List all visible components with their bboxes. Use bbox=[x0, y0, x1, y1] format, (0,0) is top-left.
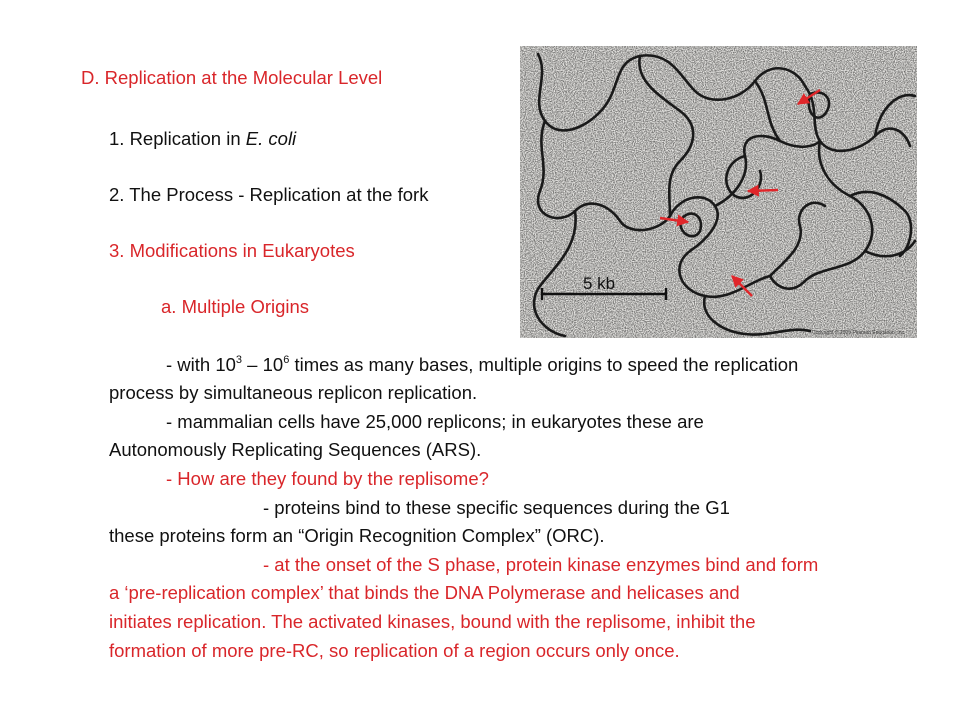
bullet-bases-exp1: 3 bbox=[235, 353, 243, 366]
item-eukaryote-modifications: 3. Modifications in Eukaryotes bbox=[109, 240, 355, 261]
bullet-bases-rest: times as many bases, multiple origins to speed the replication bbox=[289, 354, 799, 375]
bullet-bases-exp2: 6 bbox=[283, 353, 290, 366]
item-replication-organism: E. coli bbox=[245, 128, 297, 149]
answer-orc-line2: these proteins form an “Origin Recognition Complex” (ORC). bbox=[109, 525, 605, 546]
bullet-bases-dash: – 10 bbox=[242, 354, 284, 375]
item-replication-prefix: 1. Replication in bbox=[109, 128, 246, 149]
bullet-bases-line1 bbox=[166, 354, 798, 376]
item-replication-ecoli bbox=[109, 128, 296, 150]
bullet-replicons-line2: Autonomously Replicating Sequences (ARS). bbox=[109, 439, 482, 460]
answer-prerc-line1: - at the onset of the S phase, protein kinase enzymes bind and form bbox=[263, 554, 819, 575]
answer-orc-line1: - proteins bind to these specific sequences during the G1 bbox=[263, 497, 730, 518]
bullet-replicons-line1: - mammalian cells have 25,000 replicons; in eukaryotes these are bbox=[166, 411, 704, 432]
answer-prerc-line2: a ‘pre-replication complex’ that binds the DNA Polymerase and helicases and bbox=[109, 582, 740, 603]
subitem-multiple-origins: a. Multiple Origins bbox=[161, 296, 310, 317]
image-copyright: Copyright © 2009 Pearson Education, Inc. bbox=[812, 330, 906, 336]
answer-prerc-line3: initiates replication. The activated kinases, bound with the replisome, inhibit the bbox=[109, 611, 756, 632]
bullet-bases-line2: process by simultaneous replicon replication. bbox=[109, 382, 478, 403]
answer-prerc-line4: formation of more pre-RC, so replication of a region occurs only once. bbox=[109, 640, 680, 661]
scale-bar-label: 5 kb bbox=[583, 274, 616, 293]
dna-micrograph-image bbox=[520, 46, 917, 338]
slide-heading: D. Replication at the Molecular Level bbox=[81, 67, 383, 88]
item-process-fork: 2. The Process - Replication at the fork bbox=[109, 184, 429, 205]
bullet-bases-prefix: - with 10 bbox=[166, 354, 236, 375]
question-replisome: - How are they found by the replisome? bbox=[166, 468, 489, 489]
